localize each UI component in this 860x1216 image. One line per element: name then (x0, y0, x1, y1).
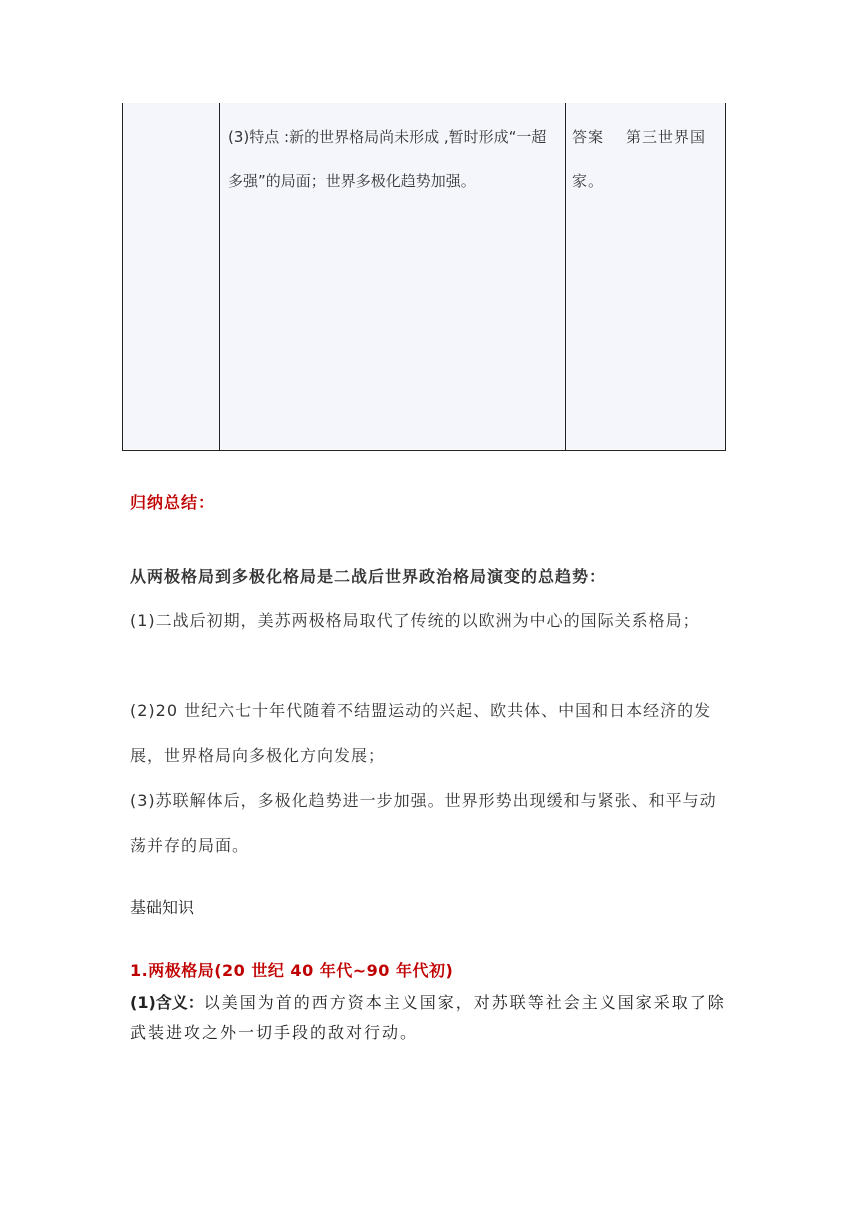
table (122, 103, 726, 451)
summary-point-2: (2)20 世纪六七十年代随着不结盟运动的兴起、欧共体、中国和日本经济的发展，世界格局向多极化方向发展； (130, 701, 712, 765)
answer-label: 答案 (572, 128, 605, 146)
table-border-left (122, 103, 123, 451)
table-border-bottom (122, 450, 726, 451)
table-divider-2 (565, 103, 566, 451)
table-border-right (725, 103, 726, 451)
definition-paragraph (130, 988, 730, 1048)
answer-cell (572, 115, 722, 203)
summary-point-1: (1)二战后初期，美苏两极格局取代了传统的以欧洲为中心的国际关系格局； (130, 611, 700, 630)
table-cell-1 (123, 103, 219, 449)
answer-text: 第三世界国家。 (572, 128, 707, 190)
section-title: 1.两极格局(20 世纪 40 年代~90 年代初) (130, 961, 454, 980)
table-divider-1 (219, 103, 220, 451)
summary-lead: 从两极格局到多极化格局是二战后世界政治格局演变的总趋势： (130, 567, 607, 586)
summary-title: 归纳总结： (130, 493, 216, 512)
definition-label: (1)含义： (130, 993, 204, 1012)
feature-text: (3)特点 :新的世界格局尚未形成 ,暂时形成“一超多强”的局面；世界多极化趋势加强。 (228, 128, 547, 190)
definition-text: 以美国为首的西方资本主义国家，对苏联等社会主义国家采取了除武装进攻之外一切手段的敌对行动。 (130, 993, 726, 1042)
summary-point-3: (3)苏联解体后，多极化趋势进一步加强。世界形势出现缓和与紧张、和平与动荡并存的局面。 (130, 791, 717, 855)
basics-heading: 基础知识 (130, 898, 195, 917)
